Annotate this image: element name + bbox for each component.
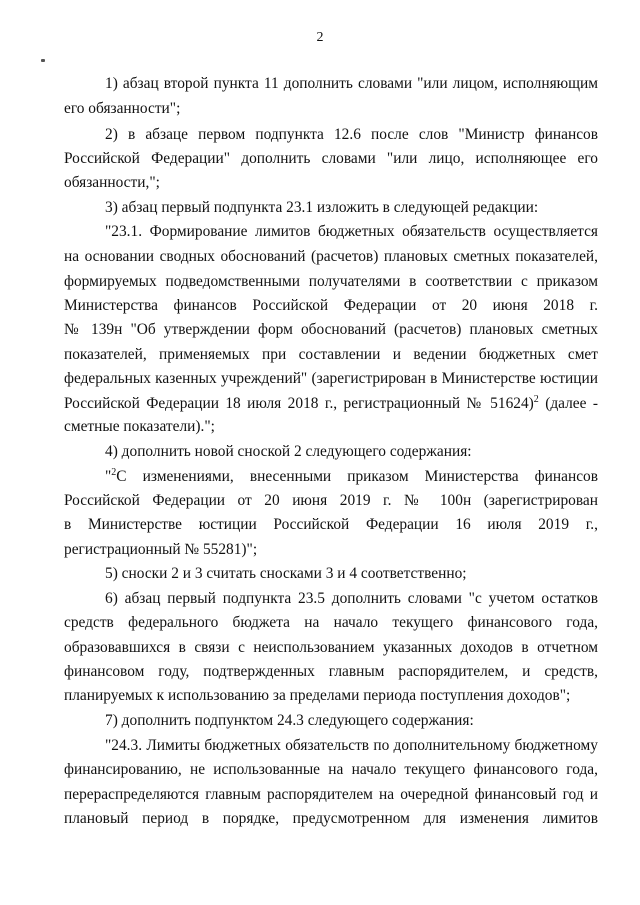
text-line-part: Российской Федерации 18 июля 2018 г., регистрационный № 51624): [64, 395, 534, 412]
text-line: его обязанности";: [64, 100, 181, 117]
text-line: в Министерстве юстиции Российской Федерации 16 июля 2019 г.,: [64, 516, 598, 533]
text-line: Российской Федерации" дополнить словами "или лицо, исполняющее его: [64, 150, 598, 167]
text-line: показателей, применяемых при составлении и ведении бюджетных смет: [64, 346, 598, 363]
text-line-part: (далее -: [538, 395, 598, 412]
text-line: "24.3. Лимиты бюджетных обязательств по дополнительному бюджетному: [105, 737, 598, 754]
text-line: [105, 468, 598, 486]
text-line: планируемых к использованию за пределами периода поступления доходов";: [64, 687, 571, 704]
text-line: финансовом году, подтвержденных главным распорядителем, и средств,: [64, 663, 598, 680]
footnote-mark: 2: [533, 393, 539, 405]
text-line: плановый период в порядке, предусмотренном для изменения лимитов: [64, 810, 598, 827]
text-line: финансированию, не использованные на начало текущего финансового года,: [64, 761, 598, 778]
text-line: Министерства финансов Российской Федерации от 20 июня 2018 г.: [64, 297, 598, 314]
text-line: федеральных казенных учреждений" (зарегистрирован в Министерстве юстиции: [64, 370, 598, 387]
text-line: средств федерального бюджета на начало текущего финансового года,: [64, 614, 598, 631]
text-line: сметные показатели).";: [64, 418, 215, 435]
text-line: "23.1. Формирование лимитов бюджетных обязательств осуществляется: [105, 223, 598, 240]
text-line: обязанности,";: [64, 174, 160, 191]
text-line: регистрационный № 55281)";: [64, 541, 258, 558]
scan-mark: [41, 59, 45, 62]
text-line: 5) сноски 2 и 3 считать сносками 3 и 4 соответственно;: [105, 565, 467, 582]
text-line: на основании сводных обоснований (расчетов) плановых сметных показателей,: [64, 248, 598, 265]
text-line: 7) дополнить подпунктом 24.3 следующего содержания:: [105, 712, 474, 729]
text-line: [64, 395, 598, 413]
text-line: 3) абзац первый подпункта 23.1 изложить в следующей редакции:: [105, 199, 539, 216]
text-line: 4) дополнить новой сноской 2 следующего содержания:: [105, 443, 472, 460]
text-line: формируемых подведомственными получателями в соответствии с приказом: [64, 273, 598, 290]
text-line: образовавшихся в связи с неиспользованием указанных доходов в отчетном: [64, 639, 598, 656]
text-line-part: С изменениями, внесенными приказом Министерства финансов: [116, 468, 598, 485]
text-line-part: ": [105, 468, 112, 485]
text-line: 1) абзац второй пункта 11 дополнить словами "или лицом, исполняющим: [105, 75, 598, 92]
text-line: перераспределяются главным распорядителем на очередной финансовый год и: [64, 786, 598, 803]
text-line: Российской Федерации от 20 июня 2019 г. № 100н (зарегистрирован: [64, 492, 598, 509]
footnote-mark: 2: [111, 466, 117, 478]
text-line: № 139н "Об утверждении форм обоснований (расчетов) плановых сметных: [64, 321, 598, 338]
text-line: 6) абзац первый подпункта 23.5 дополнить словами "с учетом остатков: [105, 590, 598, 607]
page-number: 2: [316, 30, 324, 45]
text-line: 2) в абзаце первом подпункта 12.6 после слов "Министр финансов: [105, 126, 598, 143]
